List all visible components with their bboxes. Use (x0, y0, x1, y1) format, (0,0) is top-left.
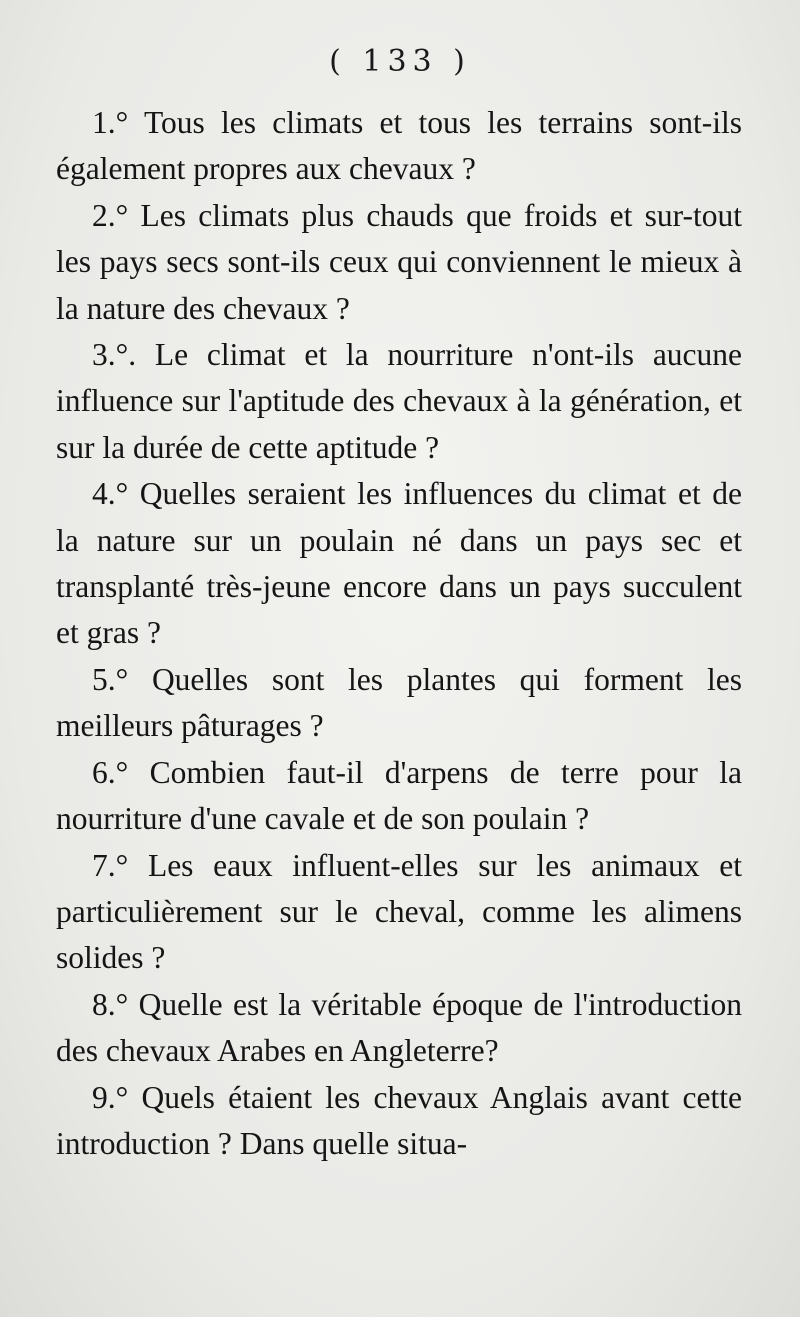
question-text: Quelle est la véritable époque de l'introduction des chevaux Arabes en Angleterre? (56, 986, 743, 1069)
question-2 (56, 193, 742, 332)
question-6 (56, 750, 742, 843)
question-7 (56, 843, 742, 982)
question-text: Quelles sont les plantes qui forment les meilleurs pâturages ? (56, 661, 743, 744)
questions-list (56, 100, 742, 1167)
question-text: Les eaux influent-elles sur les animaux et particulièrement sur le cheval, comme les alimens solides ? (56, 847, 743, 976)
question-number: 6.° (92, 754, 129, 790)
question-9 (56, 1075, 742, 1168)
question-number: 5.° (92, 661, 129, 697)
question-number: 8.° (92, 986, 129, 1022)
question-number: 9.° (92, 1079, 129, 1115)
question-number: 4.° (92, 476, 129, 512)
question-text: Quels étaient les chevaux Anglais avant cette introduction ? Dans quelle situa- (56, 1079, 743, 1161)
page-number: ( 133 ) (329, 44, 471, 79)
question-3 (56, 332, 742, 471)
question-1 (56, 100, 742, 193)
question-number: 7.° (92, 847, 129, 883)
question-text: Le climat et la nourriture n'ont-ils aucune influence sur l'aptitude des chevaux à la génération, et sur la durée de cette aptitude ? (56, 337, 743, 465)
question-text: Tous les climats et tous les terrains sont-ils également propres aux chevaux ? (56, 105, 742, 187)
question-text: Quelles seraient les influences du climat et de la nature sur un poulain né dans un pays sec et transplanté très-jeune encore dans un pays succulent et gras ? (56, 476, 742, 651)
question-text: Les climats plus chauds que froids et sur-tout les pays secs sont-ils ceux qui conviennent le mieux à la nature des chevaux ? (56, 197, 742, 326)
question-number: 2.° (92, 197, 129, 233)
question-text: Combien faut-il d'arpens de terre pour la nourriture d'une cavale et de son poulain ? (56, 754, 743, 837)
question-number: 1.° (92, 105, 129, 140)
question-8 (56, 982, 742, 1075)
question-5 (56, 657, 742, 750)
question-number: 3.°. (92, 337, 137, 373)
question-4 (56, 471, 742, 657)
